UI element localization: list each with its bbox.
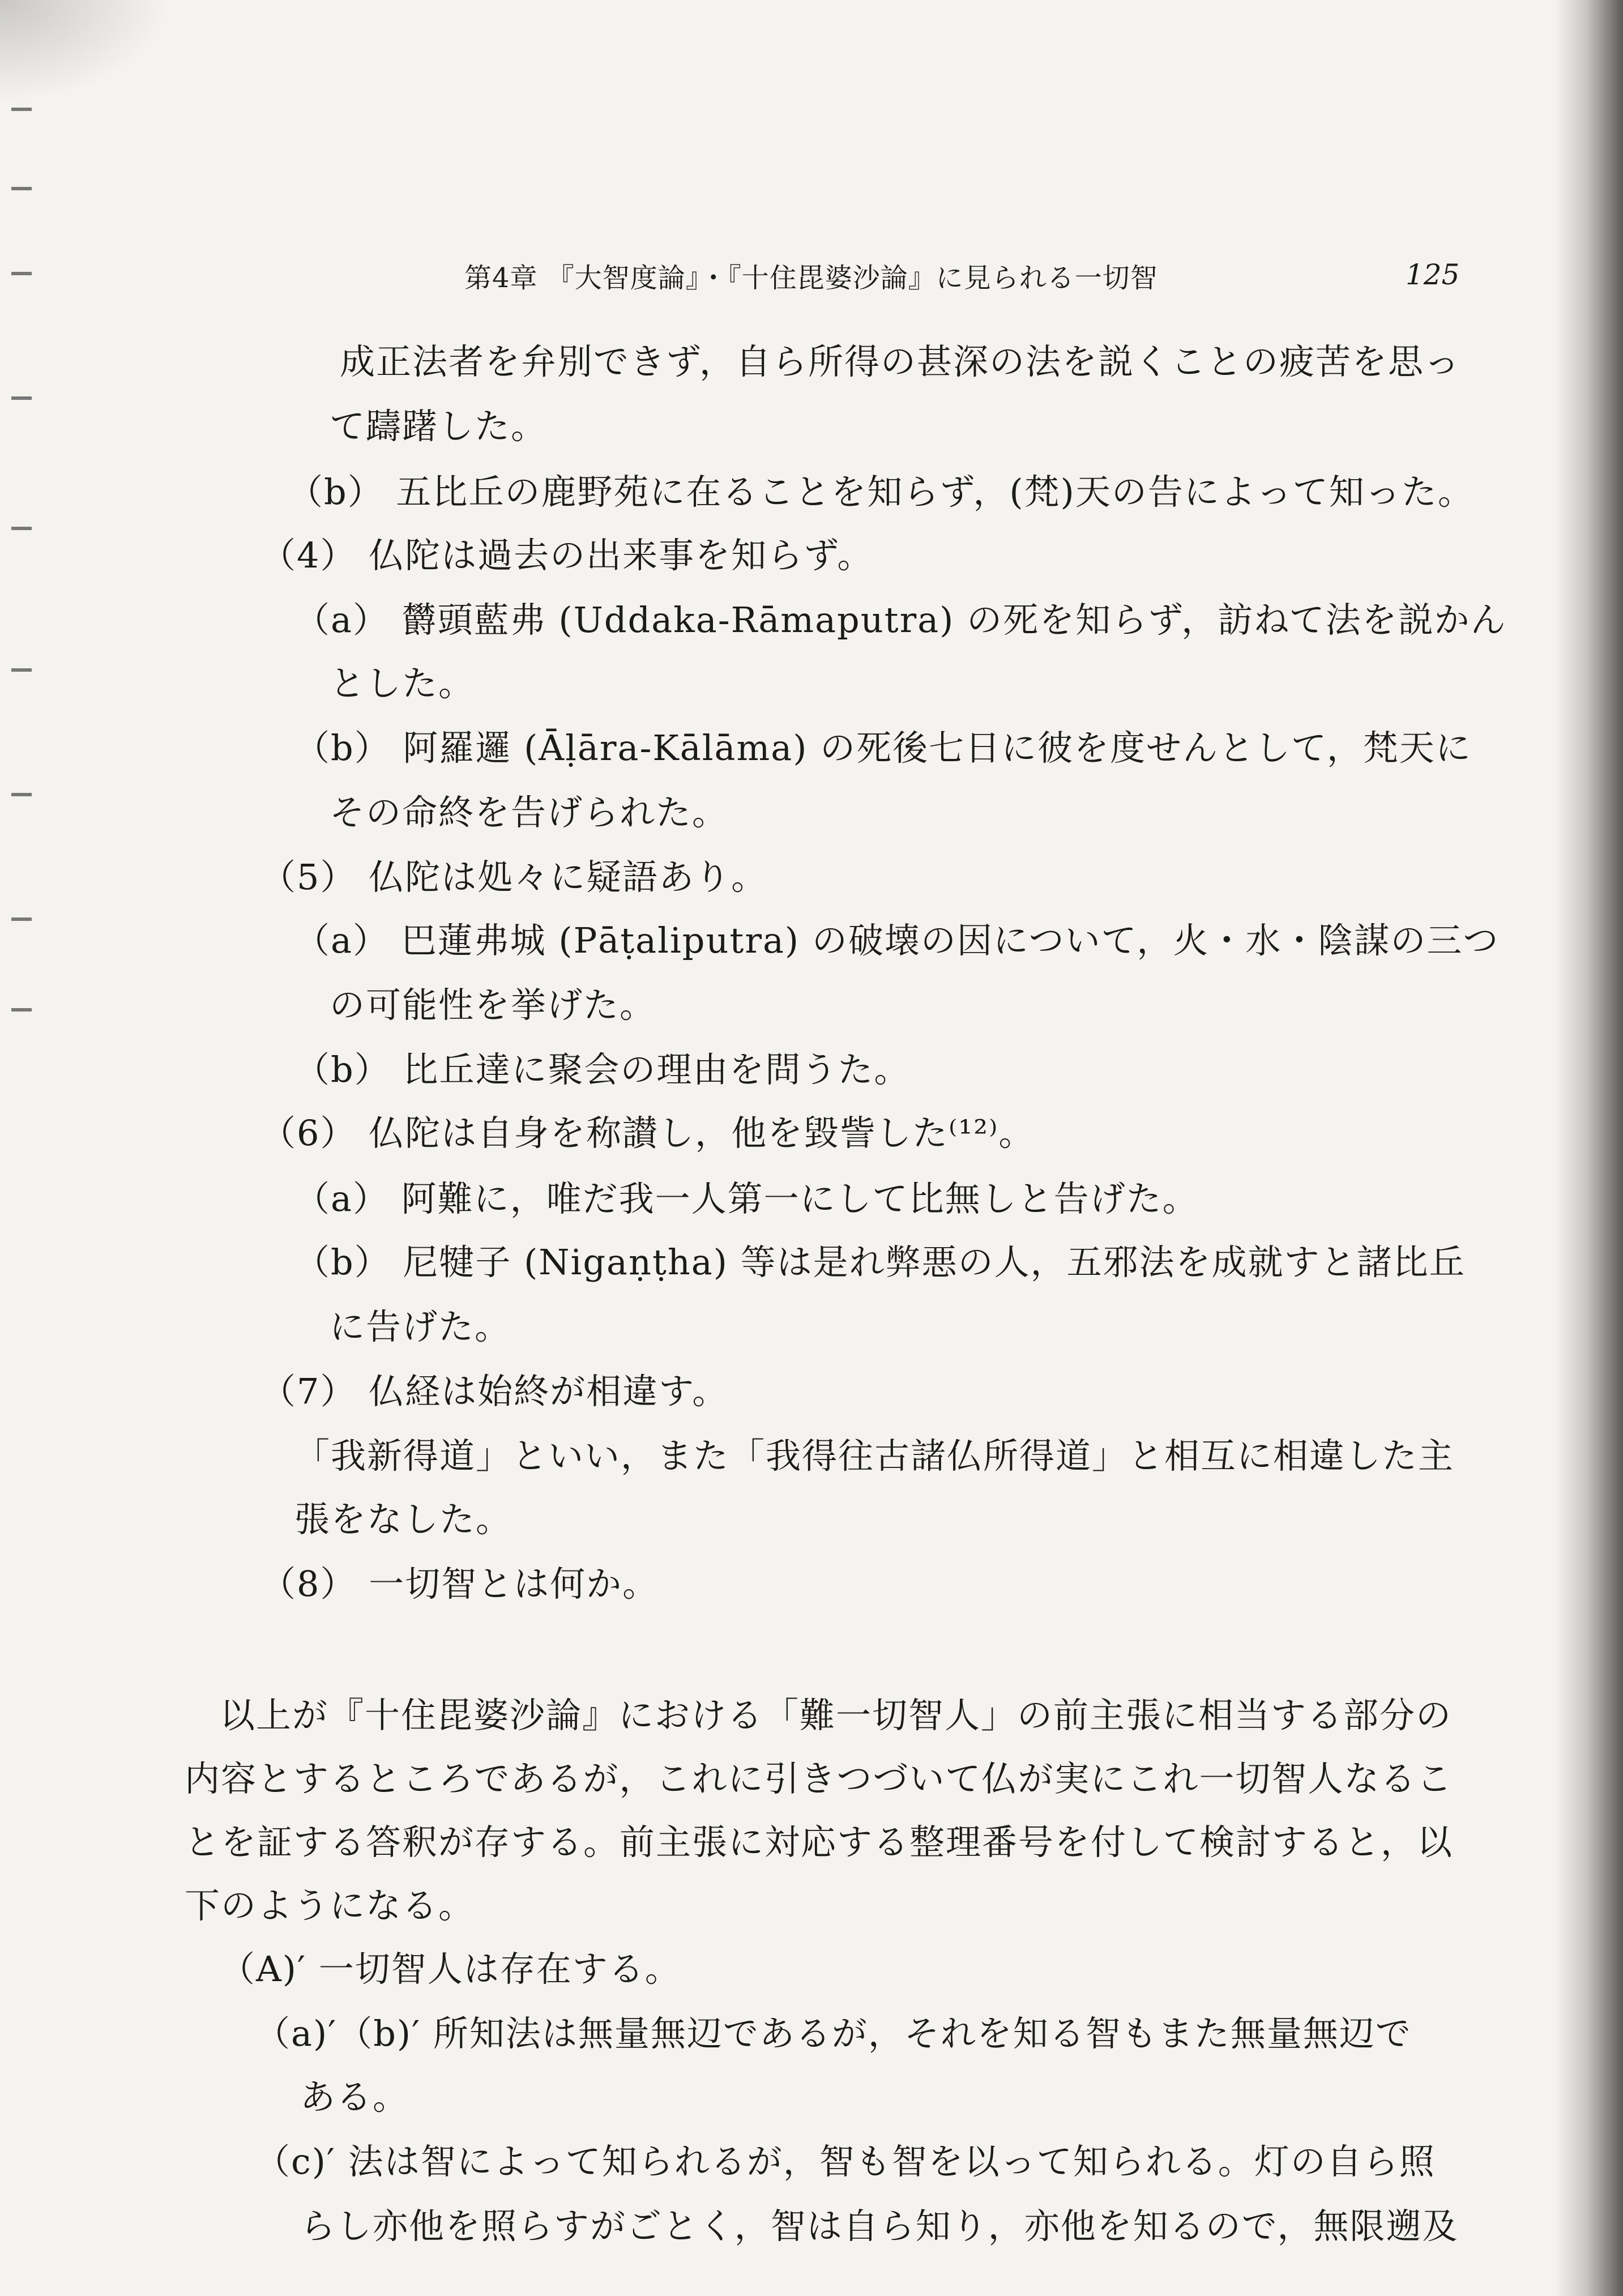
text-line: て躊躇した。 xyxy=(330,406,548,447)
text-line: （b） 阿羅邏 (Āḷāra-Kālāma) の死後七日に彼を度せんとして，梵天に xyxy=(294,727,1472,769)
text-line: （b） 比丘達に聚会の理由を問うた。 xyxy=(294,1049,911,1090)
margin-mark xyxy=(11,527,32,530)
text-line: （8） 一切智とは何か。 xyxy=(260,1563,659,1604)
book-spine-shadow xyxy=(1555,0,1623,2296)
text-line: （A)′ 一切智人は存在する。 xyxy=(220,1948,681,1990)
text-line: （a） 欝頭藍弗 (Uddaka-Rāmaputra) の死を知らず，訪ねて法を説かん xyxy=(294,599,1507,641)
text-line: （a)′（b)′ 所知法は無量無辺であるが，それを知る智もまた無量無辺で xyxy=(255,2013,1412,2054)
text-line: その命終を告げられた。 xyxy=(330,792,729,833)
text-line: らし亦他を照らすがごとく，智は自ら知り，亦他を知るので，無限遡及 xyxy=(300,2205,1459,2247)
text-line: 内容とするところであるが，これに引きつづいて仏が実にこれ一切智人なるこ xyxy=(185,1758,1453,1799)
text-line: とを証する答釈が存する。前主張に対応する整理番号を付して検討すると，以 xyxy=(185,1821,1454,1863)
text-line: （c)′ 法は智によって知られるが，智も智を以って知られる。灯の自ら照 xyxy=(255,2141,1436,2182)
text-line: （5） 仏陀は処々に疑語あり。 xyxy=(260,856,768,898)
margin-mark xyxy=(11,1008,32,1012)
text-line: （b） 尼犍子 (Nigaṇṭha) 等は是れ弊悪の人，五邪法を成就すと諸比丘 xyxy=(294,1241,1466,1283)
text-line: に告げた。 xyxy=(330,1306,511,1347)
text-line: （7） 仏経は始終が相違す。 xyxy=(260,1371,729,1412)
text-line: （b） 五比丘の鹿野苑に在ることを知らず，(梵)天の告によって知った。 xyxy=(288,471,1474,513)
margin-mark xyxy=(11,272,32,275)
text-line: 「我新得道」といい，また「我得往古諸仏所得道」と相互に相違した主 xyxy=(294,1435,1455,1476)
text-line: の可能性を挙げた。 xyxy=(330,984,656,1026)
scan-corner-shadow xyxy=(0,0,170,102)
margin-mark xyxy=(11,187,32,190)
running-header: 第4章 『大智度論』・『十住毘婆沙論』に見られる一切智 xyxy=(464,262,1158,294)
margin-mark xyxy=(11,668,32,672)
margin-mark xyxy=(11,396,32,400)
text-line: （6） 仏陀は自身を称讃し，他を毀訾した⁽¹²⁾。 xyxy=(260,1112,1035,1154)
text-line: 張をなした。 xyxy=(294,1499,512,1540)
text-line: とした。 xyxy=(330,663,475,704)
margin-mark xyxy=(11,917,32,921)
text-line: （a） 巴蓮弗城 (Pāṭaliputra) の破壊の因について，火・水・陰謀の三つ xyxy=(294,920,1500,961)
page-number: 125 xyxy=(1406,258,1460,291)
margin-mark xyxy=(11,108,32,111)
text-line: ある。 xyxy=(300,2076,409,2118)
text-line: 下のようになる。 xyxy=(185,1885,475,1926)
text-line: （a） 阿難に，唯だ我一人第一にして比無しと告げた。 xyxy=(294,1178,1199,1219)
margin-mark xyxy=(11,793,32,796)
text-line: （4） 仏陀は過去の出来事を知らず。 xyxy=(260,535,874,576)
text-line: 以上が『十住毘婆沙論』における「難一切智人」の前主張に相当する部分の xyxy=(220,1695,1453,1736)
text-line: 成正法者を弁別できず，自ら所得の甚深の法を説くことの疲苦を思っ xyxy=(340,341,1461,382)
